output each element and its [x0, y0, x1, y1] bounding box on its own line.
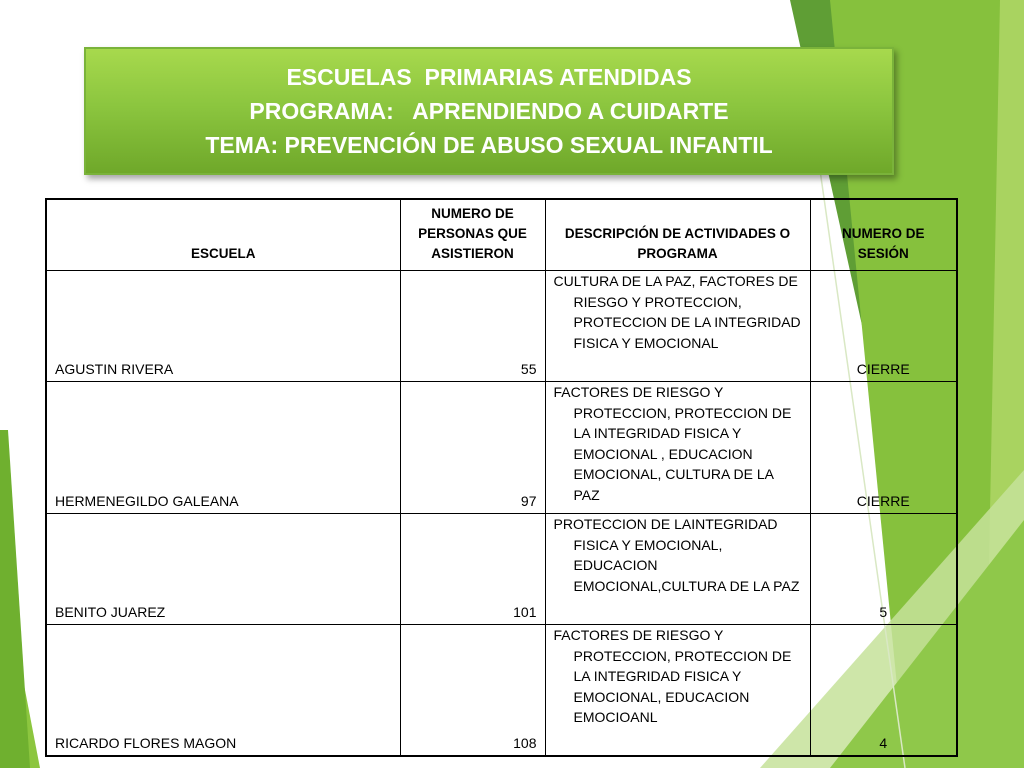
cell-personas: 101 [400, 514, 545, 625]
cell-escuela: HERMENEGILDO GALEANA [46, 382, 400, 514]
table-row [46, 382, 957, 514]
descripcion-text: PROTECCION DE LAINTEGRIDAD FISICA Y EMOCIONAL, EDUCACION EMOCIONAL,CULTURA DE LA PAZ [553, 516, 800, 594]
header-sesion: NUMERO DE SESIÓN [810, 199, 957, 271]
header-personas: NUMERO DE PERSONAS QUE ASISTIERON [400, 199, 545, 271]
schools-table [45, 198, 958, 757]
cell-personas: 97 [400, 382, 545, 514]
descripcion-text: FACTORES DE RIESGO Y PROTECCION, PROTECCION DE LA INTEGRIDAD FISICA Y EMOCIONAL, EDUCACION EMOCIOANL [553, 627, 792, 726]
table-row [46, 625, 957, 757]
cell-sesion: 5 [810, 514, 957, 625]
cell-escuela: AGUSTIN RIVERA [46, 271, 400, 382]
header-escuela: ESCUELA [46, 199, 400, 271]
cell-sesion: CIERRE [810, 382, 957, 514]
cell-sesion: 4 [810, 625, 957, 757]
descripcion-text: FACTORES DE RIESGO Y PROTECCION, PROTECCION DE LA INTEGRIDAD FISICA Y EMOCIONAL , EDUCACION EMOCIONAL, CULTURA DE LA PAZ [553, 384, 792, 503]
header-descripcion: DESCRIPCIÓN DE ACTIVIDADES O PROGRAMA [545, 199, 810, 271]
decor-left-edge-stripe [0, 430, 30, 768]
table-row [46, 271, 957, 382]
table-header-row [46, 199, 957, 271]
title-banner [84, 47, 894, 175]
descripcion-text: CULTURA DE LA PAZ, FACTORES DE RIESGO Y PROTECCION, PROTECCION DE LA INTEGRIDAD FISICA Y EMOCIONAL [553, 273, 801, 351]
cell-descripcion [545, 271, 810, 382]
cell-descripcion [545, 514, 810, 625]
cell-descripcion [545, 382, 810, 514]
cell-descripcion [545, 625, 810, 757]
table-row [46, 514, 957, 625]
cell-escuela: BENITO JUAREZ [46, 514, 400, 625]
cell-sesion: CIERRE [810, 271, 957, 382]
title-line-topic: TEMA: PREVENCIÓN DE ABUSO SEXUAL INFANTIL [205, 132, 773, 158]
cell-personas: 55 [400, 271, 545, 382]
cell-escuela: RICARDO FLORES MAGON [46, 625, 400, 757]
cell-personas: 108 [400, 625, 545, 757]
title-line-schools: ESCUELAS PRIMARIAS ATENDIDAS [286, 64, 692, 90]
title-line-program: PROGRAMA: APRENDIENDO A CUIDARTE [249, 98, 729, 124]
